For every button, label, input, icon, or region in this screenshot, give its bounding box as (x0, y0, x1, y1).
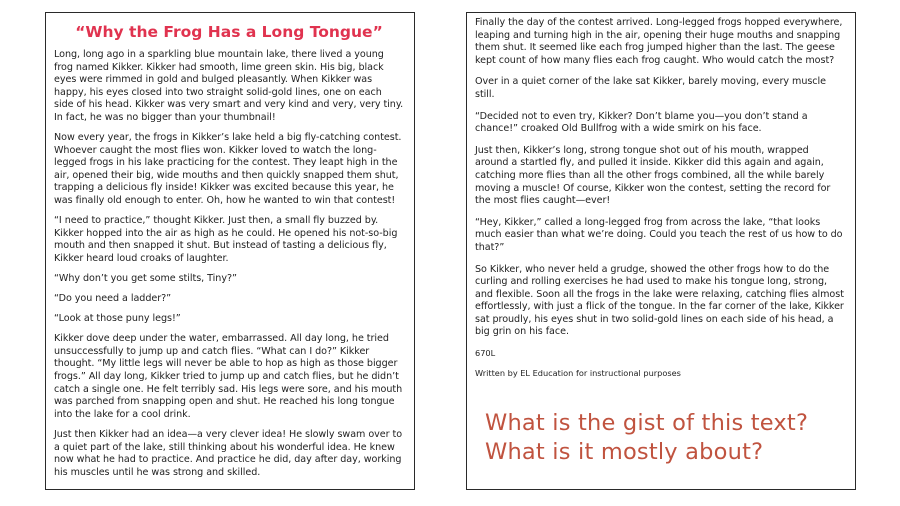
story-paragraph: Long, long ago in a sparkling blue mountain lake, there lived a young frog named Kikker. Kikker had smooth, lime green skin. His big, black eyes were rimmed in gold and bulged pleasantly. When Kikker was happy, his eyes closed into two straight solid-gold lines, one on each side of his head. Kikker was very smart and very kind and very, very tiny. In fact, he was no bigger than your thumbnail! (54, 49, 404, 123)
story-paragraph: “Look at those puny legs!” (54, 313, 181, 325)
story-paragraph: So Kikker, who never held a grudge, showed the other frogs how to do the curling and rolling exercises he had used to make his tongue long, strong, and flexible. Soon all the frogs in the lake were relaxing, catching flies almost effortlessly, with just a flick of the tongue. In the far corner of the lake, Kikker sat proudly, his eyes shut in two solid-gold lines on each side of his head, a big grin on his face. (475, 263, 844, 338)
story-paragraph: “Why don’t you get some stilts, Tiny?” (54, 273, 237, 284)
credit-line: Written by EL Education for instructional purposes (475, 368, 681, 379)
left-page (45, 12, 415, 490)
story-paragraph: “Do you need a ladder?” (54, 293, 172, 305)
story-paragraph: Just then, Kikker’s long, strong tongue shot out of his mouth, wrapped around a startled fly, and pulled it inside. Kikker did this again and again, catching more flies than all the other frogs combined, all the while barely moving a muscle! Of course, Kikker won the contest, setting the record for the most flies caught—ever! (475, 144, 831, 207)
story-paragraph: “Decided not to even try, Kikker? Don’t blame you—you don’t stand a chance!” croaked Old Bullfrog with a wide smirk on his face. (475, 110, 808, 135)
story-paragraph: Now every year, the frogs in Kikker’s lake held a big fly-catching contest. Whoever caught the most flies won. Kikker loved to watch the long-legged frogs in his lake practicing for the contest. They leapt high in the air, opened their big, wide mouths and then quickly snapped them shut, trapping a delicious fly inside! Kikker was excited because this year, he was finally old enough to enter. Oh, how he wanted to win that contest! (54, 132, 402, 207)
story-title: “Why the Frog Has a Long Tongue” (75, 23, 383, 41)
story-paragraph: Just then Kikker had an idea—a very clever idea! He slowly swam over to a quiet part of the lake, still thinking about his wonderful idea. He knew now what he had to practice. And practice he did, day after day, working his muscles until he was strong and skilled. (54, 428, 403, 478)
question-line-2: What is it mostly about? (485, 439, 764, 465)
story-paragraph: “Hey, Kikker,” called a long-legged frog from across the lake, “that looks much easier than what we’re doing. Could you teach the rest of us how to do that?” (475, 216, 843, 253)
story-paragraph: Kikker dove deep under the water, embarrassed. All day long, he tried unsuccessfully to jump up and catch flies. “What can I do?” Kikker thought. “My little legs will never be able to hop as high as those bigger frogs.” All day long, Kikker tried to jump up and catch flies, but he didn’t catch a single one. He felt terribly sad. His legs were sore, and his mouth was parched from snapping open and shut. He reached his long tongue into the lake for a cool drink. (54, 333, 403, 420)
story-paragraph: “I need to practice,” thought Kikker. Just then, a small fly buzzed by. Kikker hopped into the air as high as he could. He opened his not-so-big mouth and then snapped it shut. But instead of tasting a delicious fly, Kikker heard loud croaks of laughter. (54, 215, 398, 264)
question-line-1: What is the gist of this text? (485, 410, 809, 436)
lexile-level: 670L (475, 348, 496, 359)
gist-question (485, 409, 855, 467)
story-paragraph: Over in a quiet corner of the lake sat Kikker, barely moving, every muscle still. (475, 76, 827, 100)
right-page (466, 12, 856, 490)
story-paragraph: Finally the day of the contest arrived. Long-legged frogs hopped everywhere, leaping and turning high in the air, opening their huge mouths and snapping them shut. It seemed like each frog jumped higher than the last. The geese kept count of how many flies each frog caught. Who would catch the most? (475, 17, 843, 66)
